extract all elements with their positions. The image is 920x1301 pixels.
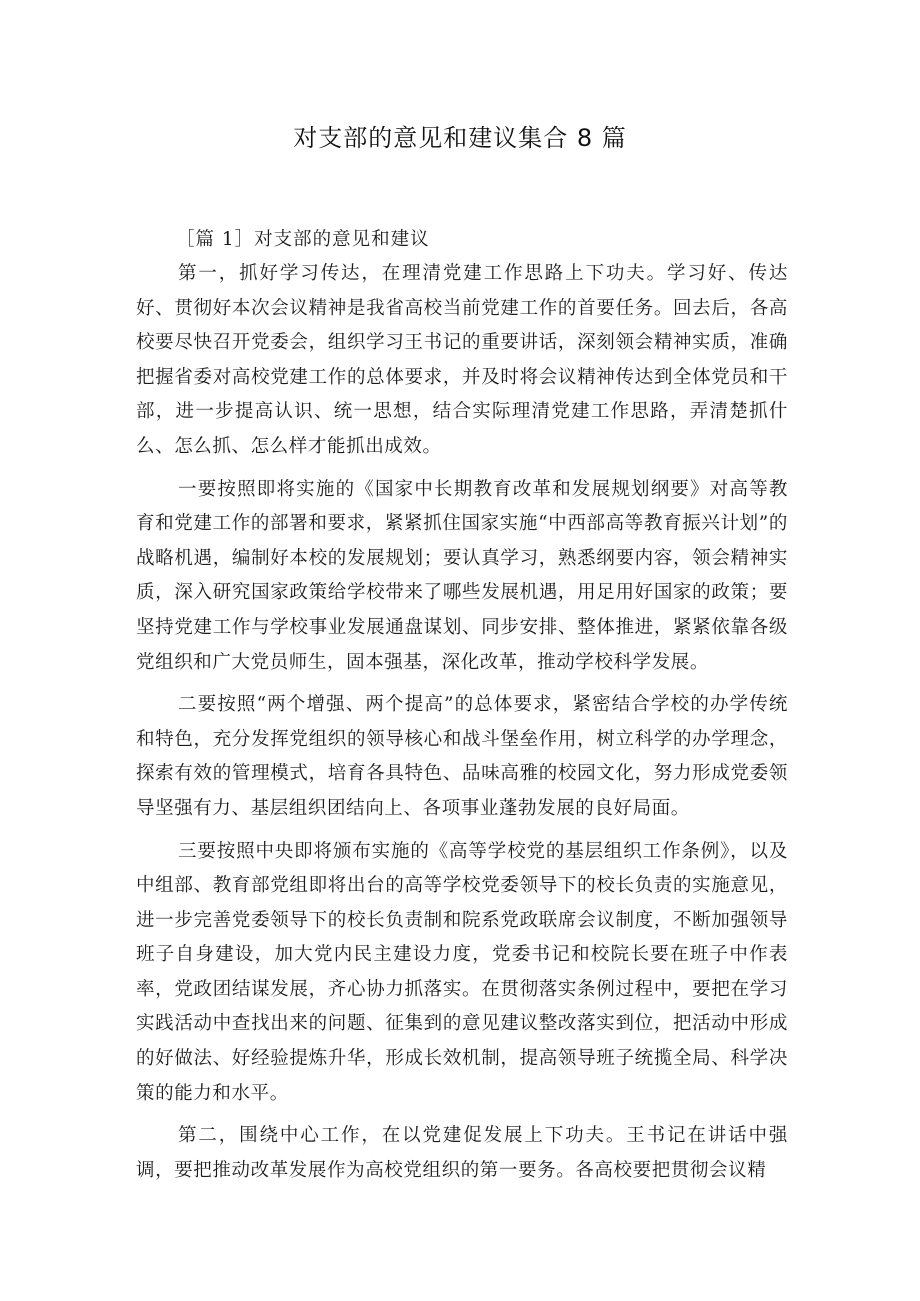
paragraph-1: 第一，抓好学习传达，在理清党建工作思路上下功夫。学习好、传达好、贯彻好本次会议精神是我省高校当前党建工作的首要任务。回去后，各高校要尽快召开党委会，组织学习王书记的重要讲话，深刻领会精神实质，准确把握省委对高校党建工作的总体要求，并及时将会议精神传达到全体党员和干部，进一步提高认识、统一思想，结合实际理清党建工作思路，弄清楚抓什么、怎么抓、怎么样才能抓出成效。 bbox=[136, 263, 788, 457]
document-title: 对支部的意见和建议集合 8 篇 bbox=[293, 124, 627, 152]
paragraph-3: 二要按照“两个增强、两个提高”的总体要求，紧密结合学校的办学传统和特色，充分发挥党组织的领导核心和战斗堡垒作用，树立科学的办学理念，探索有效的管理模式，培育各具特色、品味高雅的校园文化，努力形成党委领导坚强有力、基层组织团结向上、各项事业蓬勃发展的良好局面。 bbox=[136, 694, 788, 819]
paragraph-5: 第二，围绕中心工作，在以党建促发展上下功夫。王书记在讲话中强调，要把推动改革发展作为高校党组织的第一要务。各高校要把贯彻会议精 bbox=[136, 1125, 788, 1181]
section-heading: ［篇 1］对支部的意见和建议 bbox=[176, 229, 430, 250]
paragraph-4: 三要按照中央即将颁布实施的《高等学校党的基层组织工作条例》，以及中组部、教育部党组即将出台的高等学校党委领导下的校长负责的实施意见，进一步完善党委领导下的校长负责制和院系党政联席会议制度，不断加强领导班子自身建设，加大党内民主建设力度，党委书记和校院长要在班子中作表率，党政团结谋发展，齐心协力抓落实。在贯彻落实条例过程中，要把在学习实践活动中查找出来的问题、征集到的意见建议整改落实到位，把活动中形成的好做法、好经验提炼升华，形成长效机制，提高领导班子统揽全局、科学决策的能力和水平。 bbox=[136, 840, 788, 1104]
document-body bbox=[136, 222, 788, 1196]
paragraph-2: 一要按照即将实施的《国家中长期教育改革和发展规划纲要》对高等教育和党建工作的部署和要求，紧紧抓住国家实施“中西部高等教育振兴计划”的战略机遇，编制好本校的发展规划；要认真学习，熟悉纲要内容，领会精神实质，深入研究国家政策给学校带来了哪些发展机遇，用足用好国家的政策；要坚持党建工作与学校事业发展通盘谋划、同步安排、整体推进，紧紧依靠各级党组织和广大党员师生，固本强基，深化改革，推动学校科学发展。 bbox=[136, 478, 788, 673]
